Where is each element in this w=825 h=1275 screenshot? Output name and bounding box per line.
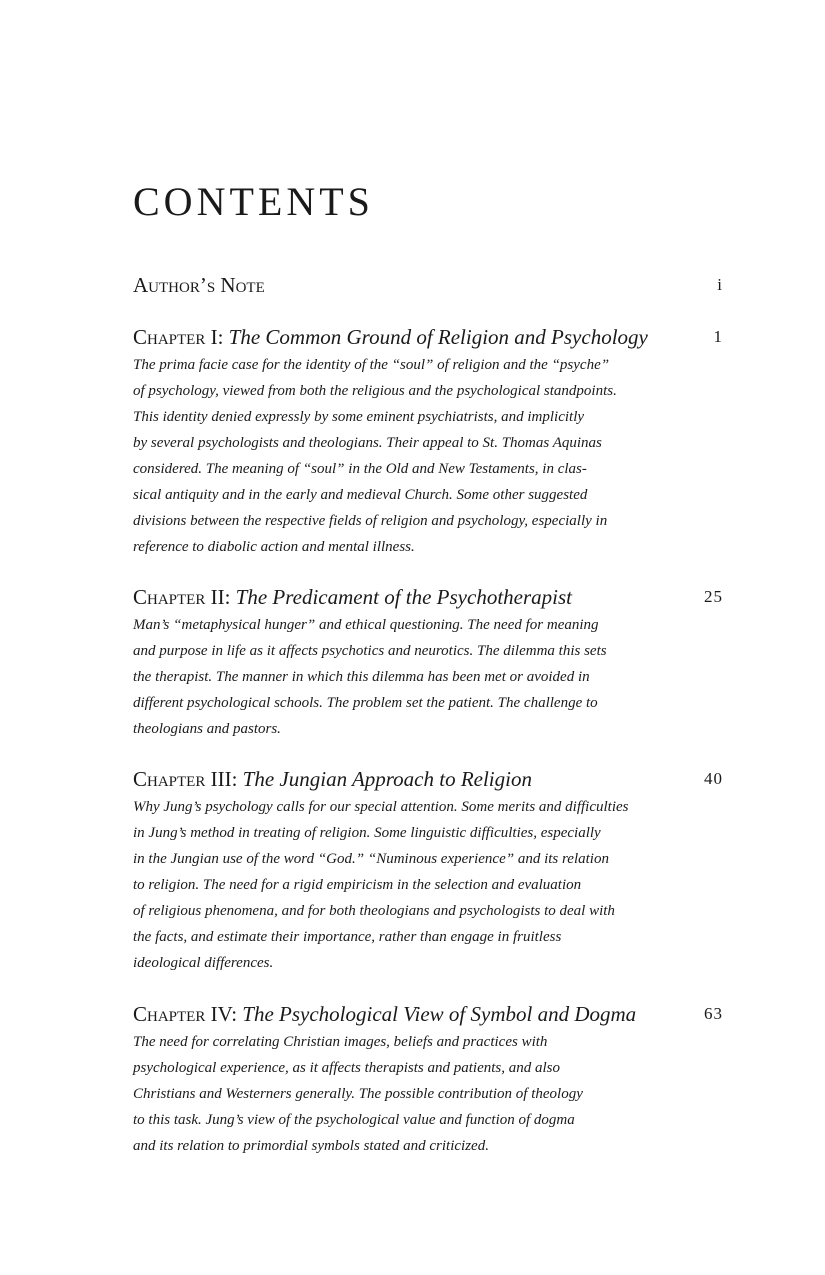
- page-number: 1: [713, 327, 723, 346]
- chapter-label: Chapter III:: [133, 767, 243, 791]
- summary-line: Man’s “metaphysical hunger” and ethical questioning. The need for meaning: [133, 617, 599, 633]
- toc-entry-author-note[interactable]: [133, 270, 723, 300]
- chapter-title: The Common Ground of Religion and Psychology: [228, 325, 648, 349]
- chapter-summary: [133, 612, 673, 742]
- chapter-label: Chapter IV:: [133, 1002, 243, 1026]
- summary-line: by several psychologists and theologians. Their appeal to St. Thomas Aquinas: [133, 435, 602, 451]
- summary-line: The prima facie case for the identity of the “soul” of religion and the “psyche”: [133, 357, 610, 373]
- page-number: i: [717, 275, 723, 294]
- summary-line: psychological experience, as it affects therapists and patients, and also: [133, 1060, 561, 1076]
- summary-line: different psychological schools. The problem set the patient. The challenge to: [133, 695, 598, 711]
- page-number: 63: [704, 1004, 723, 1023]
- page-number: 40: [704, 769, 723, 788]
- summary-line: in the Jungian use of the word “God.” “Numinous experience” and its relation: [133, 851, 609, 867]
- toc-entry-heading: [133, 322, 723, 352]
- summary-line: and its relation to primordial symbols stated and criticized.: [133, 1138, 489, 1154]
- summary-line: of religious phenomena, and for both theologians and psychologists to deal with: [133, 903, 615, 919]
- toc-entry-chapter-4[interactable]: [133, 999, 723, 1159]
- summary-line: The need for correlating Christian images, beliefs and practices with: [133, 1034, 548, 1050]
- page-title: CONTENTS: [133, 179, 374, 224]
- summary-line: of psychology, viewed from both the religious and the psychological standpoints.: [133, 383, 617, 399]
- summary-line: to this task. Jung’s view of the psychological value and function of dogma: [133, 1112, 575, 1128]
- toc-entry-heading: [133, 999, 723, 1029]
- toc-entry-heading: [133, 270, 723, 300]
- summary-line: in Jung’s method in treating of religion. Some linguistic difficulties, especially: [133, 825, 601, 841]
- chapter-title: The Jungian Approach to Religion: [242, 767, 532, 791]
- summary-line: and purpose in life as it affects psychotics and neurotics. The dilemma this sets: [133, 643, 607, 659]
- toc-entry-heading: [133, 764, 723, 794]
- summary-line: ideological differences.: [133, 955, 274, 971]
- chapter-label: Chapter I:: [133, 325, 229, 349]
- chapter-title: The Psychological View of Symbol and Dogma: [242, 1002, 637, 1026]
- author-note-label: Author’s Note: [133, 273, 265, 297]
- summary-line: This identity denied expressly by some eminent psychiatrists, and implicitly: [133, 409, 585, 425]
- chapter-title: The Predicament of the Psychotherapist: [235, 585, 572, 609]
- summary-line: divisions between the respective fields of religion and psychology, especially in: [133, 513, 608, 529]
- chapter-summary: [133, 794, 673, 976]
- summary-line: sical antiquity and in the early and medieval Church. Some other suggested: [133, 487, 588, 503]
- page-number: 25: [704, 587, 723, 606]
- toc-entry-heading: [133, 582, 723, 612]
- summary-line: the therapist. The manner in which this dilemma has been met or avoided in: [133, 669, 590, 685]
- chapter-summary: [133, 352, 673, 560]
- summary-line: considered. The meaning of “soul” in the Old and New Testaments, in clas-: [133, 461, 587, 477]
- summary-line: to religion. The need for a rigid empiricism in the selection and evaluation: [133, 877, 582, 893]
- summary-line: reference to diabolic action and mental illness.: [133, 539, 415, 555]
- summary-line: Why Jung’s psychology calls for our special attention. Some merits and difficulties: [133, 799, 629, 815]
- toc-entry-chapter-2[interactable]: [133, 582, 723, 742]
- summary-line: the facts, and estimate their importance, rather than engage in fruitless: [133, 929, 562, 945]
- summary-line: theologians and pastors.: [133, 721, 281, 737]
- toc-entry-chapter-3[interactable]: [133, 764, 723, 976]
- summary-line: Christians and Westerners generally. The possible contribution of theology: [133, 1086, 583, 1102]
- chapter-summary: [133, 1029, 673, 1159]
- chapter-label: Chapter II:: [133, 585, 236, 609]
- toc-entry-chapter-1[interactable]: [133, 322, 723, 560]
